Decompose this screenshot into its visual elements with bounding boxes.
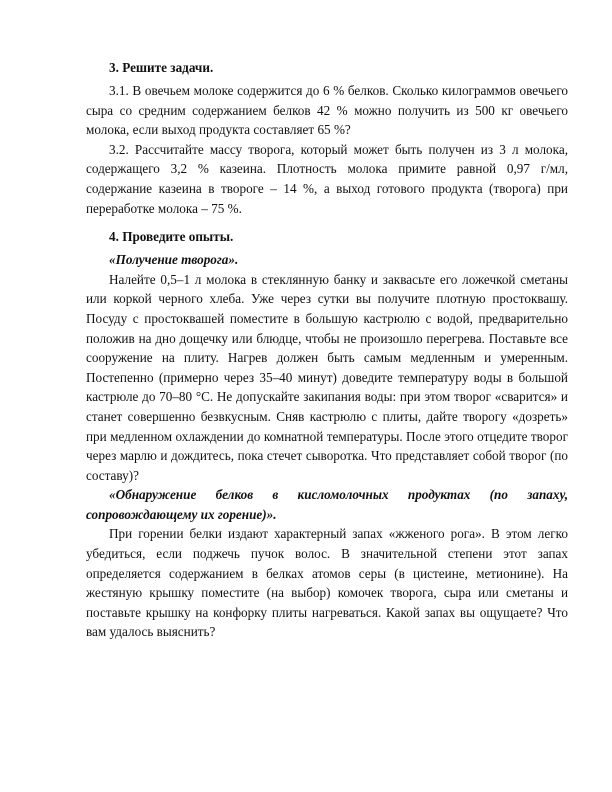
- experiment-1-text: Налейте 0,5–1 л молока в стеклянную банку и заквасьте его ложечкой сметаны или коркой черного хлеба. Уже через сутки вы получите плотную простоквашу. Посуду с простоквашей поместите в большую кастрюлю с водой, предварительно положив на дно дощечку или блюдце, чтобы не произошло перегрева. Поставьте все сооружение на плиту. Нагрев должен быть самым медленным и умеренным. Постепенно (примерно через 35–40 минут) доведите температуру воды в большой кастрюле до 70–80 °С. Не допускайте закипания воды: при этом творог «сварится» и станет совершенно безвкусным. Сняв кастрюлю с плиты, дайте творогу «дозреть» при медленном охлаждении до комнатной температуры. После этого отцедите творог через марлю и дождитесь, пока стечет сыворотка. Что представляет собой творог (по составу)?: [86, 271, 568, 483]
- experiment-1-title: «Получение творога».: [109, 252, 239, 268]
- experiment-2-text: При горении белки издают характерный запах «жженого рога». В этом легко убедиться, если поджечь пучок волос. В значительной степени этот запах определяется содержанием в белках атомов серы (в цистеине, метионине). На жестяную крышку поместите (на выбор) комочек творога, сыра или сметаны и поставьте крышку на конфорку плиты нагреваться. Какой запах вы ощущаете? Что вам удалось выяснить?: [86, 526, 568, 640]
- section-4-heading: 4. Проведите опыты.: [109, 229, 234, 245]
- experiment-2-title: «Обнаружение белков в кисломолочных продуктах (по запаху, сопровождающему их горение)».: [86, 487, 568, 522]
- spacer: [86, 218, 568, 226]
- section-3-heading: 3. Решите задачи.: [109, 60, 214, 75]
- problem-3-2: 3.2. Рассчитайте массу творога, который может быть получен из 3 л молока, содержащего 3,2 % казеина. Плотность молока примите равной 0,97 г/мл, содержание казеина в твороге – 14 %, а выход готового продукта (творога) при переработке молока – 75 %.: [86, 141, 568, 216]
- problem-3-1: 3.1. В овечьем молоке содержится до 6 % белков. Сколько килограммов овечьего сыра со средним содержанием белков 42 % можно получить из 500 кг овечьего молока, если выход продукта составляет 65 %?: [86, 83, 568, 138]
